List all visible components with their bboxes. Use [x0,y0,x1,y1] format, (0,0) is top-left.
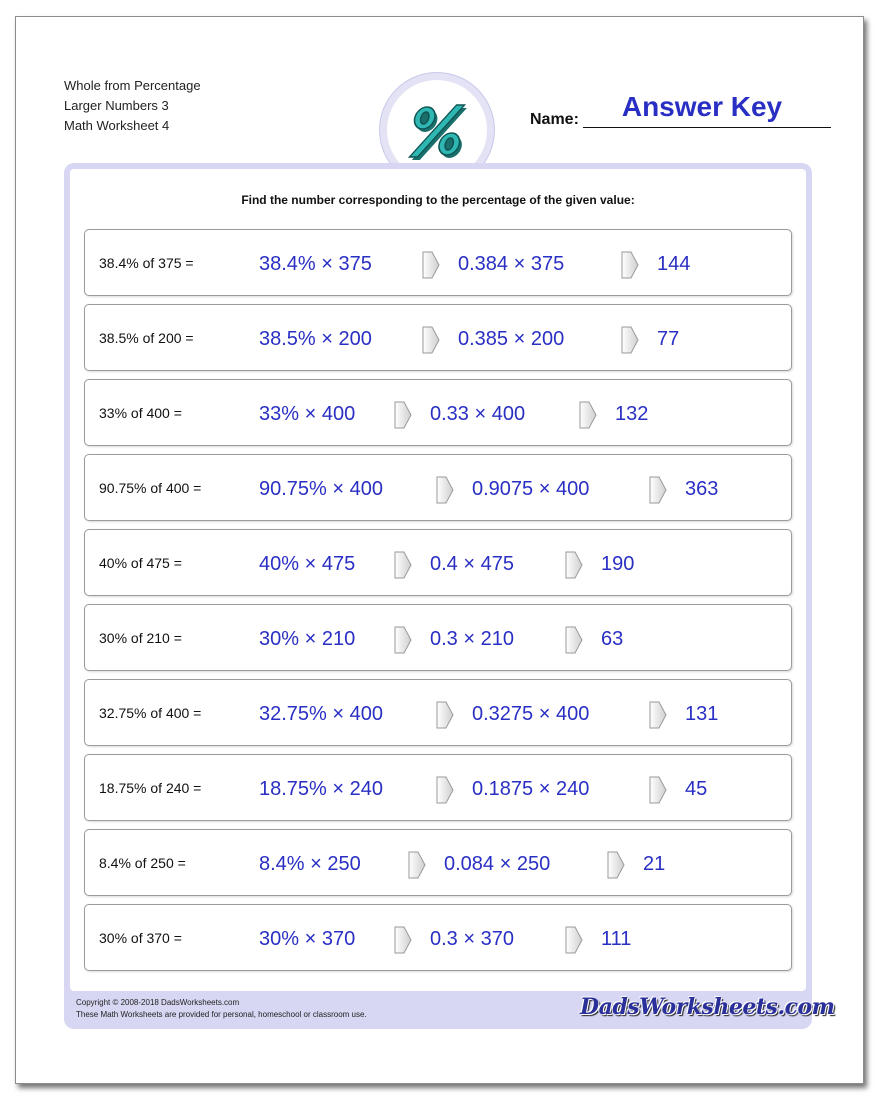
dadsworksheets-logo: DadsWorksheets.com [580,994,835,1020]
problem-answer: 144 [657,253,691,275]
arrow-right-icon [407,850,427,880]
problem-question: 18.75% of 240 = [99,780,202,796]
problem-answer: 363 [685,478,719,500]
name-underline [583,127,831,128]
answer-key-text: Answer Key [621,91,783,122]
arrow-right-icon [421,250,441,280]
problem-question: 33% of 400 = [99,405,182,421]
arrow-right-icon [393,400,413,430]
step-decimal-times: 0.1875 × 240 [472,778,590,800]
problem-question: 30% of 370 = [99,930,182,946]
arrow-right-icon [648,775,668,805]
step-decimal-times: 0.3 × 370 [430,928,514,950]
title-line-3: Math Worksheet 4 [64,118,170,133]
step-percent-times: 30% × 210 [259,628,356,650]
arrow-right-icon [648,475,668,505]
step-percent-times: 8.4% × 250 [259,853,361,875]
arrow-right-icon [606,850,626,880]
step-decimal-times: 0.4 × 475 [430,553,514,575]
usage-notice: These Math Worksheets are provided for personal, homeschool or classroom use. [76,1010,367,1019]
step-percent-times: 30% × 370 [259,928,356,950]
step-decimal-times: 0.3275 × 400 [472,703,590,725]
problem-row [84,379,792,446]
step-percent-times: 18.75% × 240 [259,778,383,800]
problem-answer: 131 [685,703,719,725]
problem-row [84,604,792,671]
arrow-right-icon [648,700,668,730]
arrow-right-icon [620,325,640,355]
step-percent-times: 33% × 400 [259,403,356,425]
arrow-right-icon [564,925,584,955]
step-decimal-times: 0.9075 × 400 [472,478,590,500]
problem-question: 30% of 210 = [99,630,182,646]
problem-row [84,454,792,521]
title-line-2: Larger Numbers 3 [64,98,169,113]
step-decimal-times: 0.084 × 250 [444,853,551,875]
arrow-right-icon [620,250,640,280]
step-percent-times: 38.5% × 200 [259,328,372,350]
arrow-right-icon [564,550,584,580]
step-decimal-times: 0.384 × 375 [458,253,565,275]
arrow-right-icon [393,625,413,655]
problem-question: 38.4% of 375 = [99,255,194,271]
copyright-text: Copyright © 2008-2018 DadsWorksheets.com [76,998,240,1007]
arrow-right-icon [393,925,413,955]
name-label: Name: [530,111,579,128]
step-decimal-times: 0.33 × 400 [430,403,526,425]
problem-row [84,679,792,746]
arrow-right-icon [435,700,455,730]
problem-question: 8.4% of 250 = [99,855,186,871]
problem-answer: 45 [685,778,708,800]
problem-answer: 132 [615,403,649,425]
step-decimal-times: 0.385 × 200 [458,328,565,350]
problem-row [84,754,792,821]
problem-question: 90.75% of 400 = [99,480,202,496]
problem-answer: 21 [643,853,666,875]
worksheet-title-block [64,76,201,136]
problem-answer: 111 [601,928,632,950]
problem-row [84,904,792,971]
problem-row [84,304,792,371]
problem-row [84,829,792,896]
arrow-right-icon [435,775,455,805]
problem-row [84,229,792,296]
problem-row [84,529,792,596]
arrow-right-icon [564,625,584,655]
arrow-right-icon [435,475,455,505]
title-line-1: Whole from Percentage [64,78,201,93]
step-percent-times: 32.75% × 400 [259,703,383,725]
problem-question: 40% of 475 = [99,555,182,571]
problem-answer: 77 [657,328,680,350]
step-percent-times: 38.4% × 375 [259,253,372,275]
step-decimal-times: 0.3 × 210 [430,628,514,650]
step-percent-times: 40% × 475 [259,553,356,575]
problem-answer: 63 [601,628,624,650]
problem-answer: 190 [601,553,635,575]
arrow-right-icon [578,400,598,430]
arrow-right-icon [421,325,441,355]
problem-question: 38.5% of 200 = [99,330,194,346]
arrow-right-icon [393,550,413,580]
instructions: Find the number corresponding to the percentage of the given value: [241,193,635,207]
problem-question: 32.75% of 400 = [99,705,202,721]
footer-text [76,997,367,1021]
step-percent-times: 90.75% × 400 [259,478,383,500]
